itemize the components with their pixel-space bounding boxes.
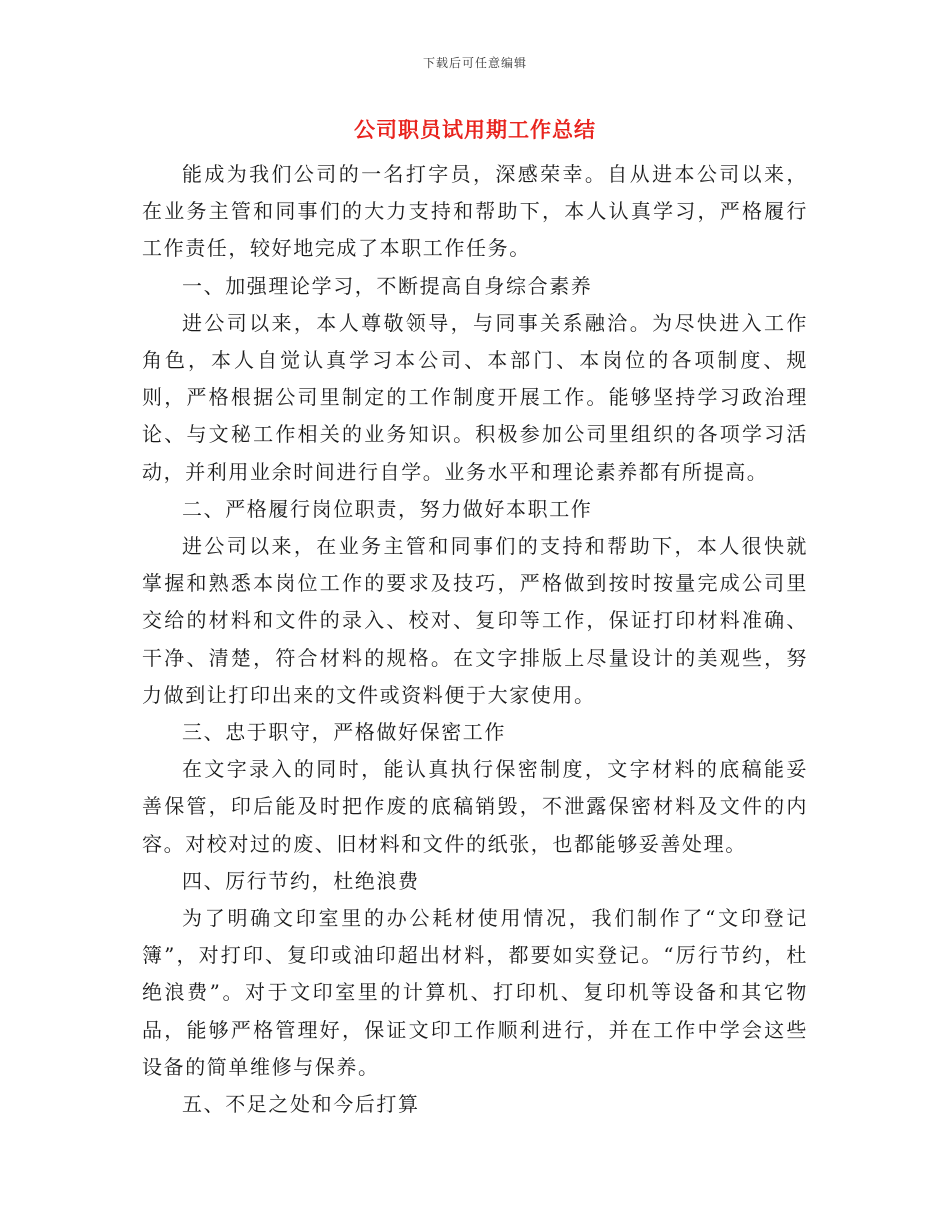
section-paragraph-4: 为了明确文印室里的办公耗材使用情况，我们制作了“文印登记簿”，对打印、复印或油印超出材料，都要如实登记。“厉行节约，杜绝浪费”。对于文印室里的计算机、打印机、复印机等设备和其它物品，能够严格管理好，保证文印工作顺利进行，并在工作中学会这些设备的简单维修与保养。 — [142, 906, 808, 1079]
document-body — [142, 156, 808, 1123]
intro-paragraph: 能成为我们公司的一名打字员，深感荣幸。自从进本公司以来，在业务主管和同事们的大力支持和帮助下，本人认真学习，严格履行工作责任，较好地完成了本职工作任务。 — [142, 162, 808, 261]
section-paragraph-3: 在文字录入的同时，能认真执行保密制度，文字材料的底稿能妥善保管，印后能及时把作废的底稿销毁，不泄露保密材料及文件的内容。对校对过的废、旧材料和文件的纸张，也都能够妥善处理。 — [142, 757, 808, 856]
section-paragraph-2: 进公司以来，在业务主管和同事们的支持和帮助下，本人很快就掌握和熟悉本岗位工作的要求及技巧，严格做到按时按量完成公司里交给的材料和文件的录入、校对、复印等工作，保证打印材料准确、干净、清楚，符合材料的规格。在文字排版上尽量设计的美观些，努力做到让打印出来的文件或资料便于大家使用。 — [142, 534, 808, 707]
section-heading-2: 二、严格履行岗位职责，努力做好本职工作 — [182, 496, 593, 521]
section-heading-3: 三、忠于职守，严格做好保密工作 — [182, 720, 506, 745]
section-paragraph-1: 进公司以来，本人尊敬领导，与同事关系融洽。为尽快进入工作角色，本人自觉认真学习本公司、本部门、本岗位的各项制度、规则，严格根据公司里制定的工作制度开展工作。能够坚持学习政治理论、与文秘工作相关的业务知识。积极参加公司里组织的各项学习活动，并利用业余时间进行自学。业务水平和理论素养都有所提高。 — [142, 310, 808, 484]
section-heading-1: 一、加强理论学习，不断提高自身综合素养 — [182, 273, 593, 298]
document-title: 公司职员试用期工作总结 — [354, 117, 596, 142]
header-note: 下载后可任意编辑 — [422, 56, 527, 70]
section-heading-5: 五、不足之处和今后打算 — [182, 1092, 420, 1117]
section-heading-4: 四、厉行节约，杜绝浪费 — [182, 868, 420, 893]
